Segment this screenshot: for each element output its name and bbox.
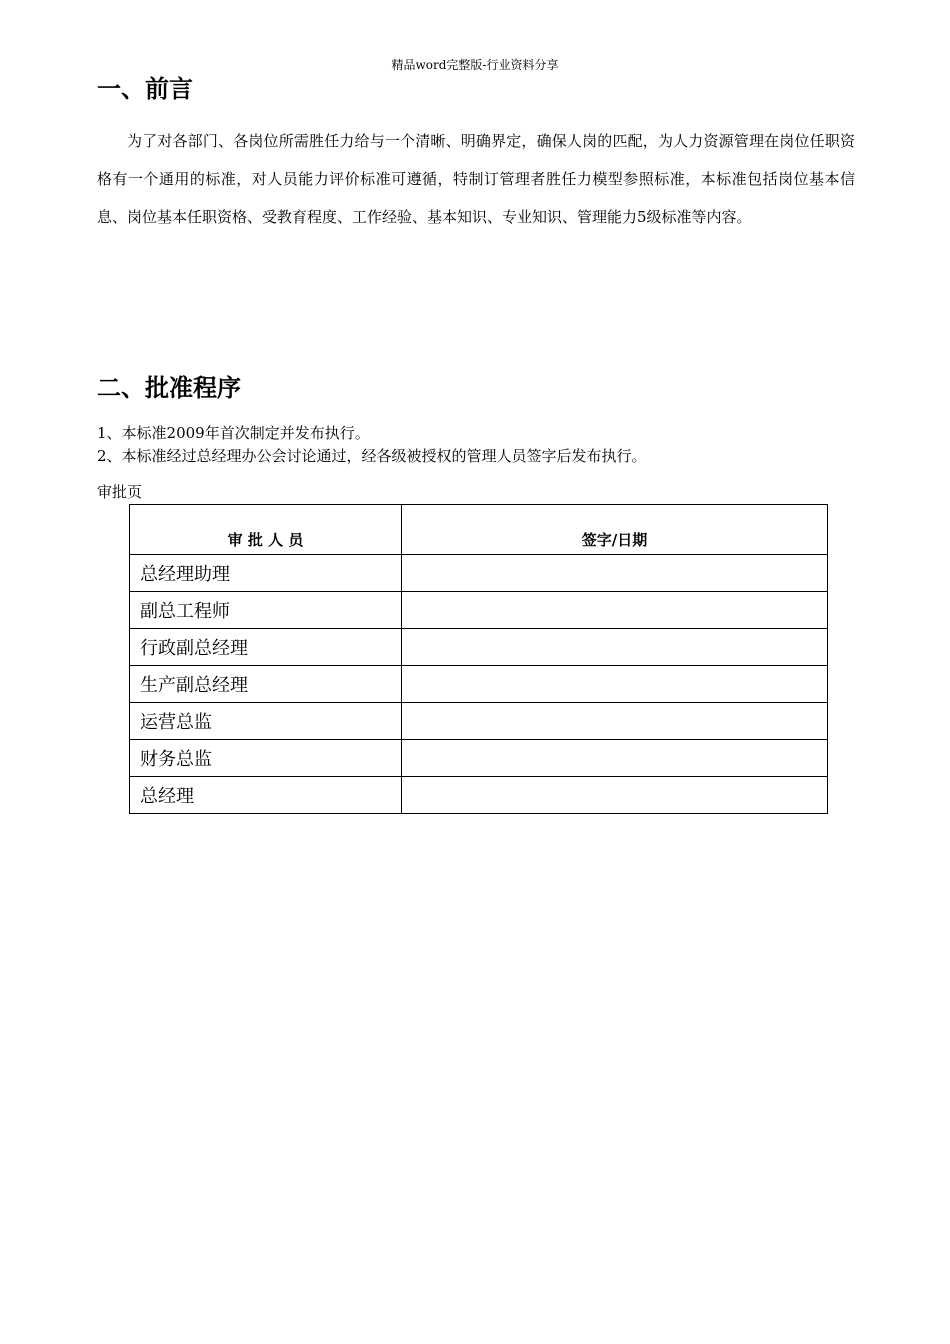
approver-role: 行政副总经理 xyxy=(130,629,402,666)
approver-role: 生产副总经理 xyxy=(130,666,402,703)
signature-cell[interactable] xyxy=(402,629,828,666)
preface-paragraph: 为了对各部门、各岗位所需胜任力给与一个清晰、明确界定，确保人岗的匹配，为人力资源管理在岗位任职资格有一个通用的标准，对人员能力评价标准可遵循，特制订管理者胜任力模型参照标准，本标准包括岗位基本信息、岗位基本任职资格、受教育程度、工作经验、基本知识、专业知识、管理能力5级标准等内容。 xyxy=(97,132,855,226)
table-row xyxy=(130,777,828,814)
procedure-item: 2、本标准经过总经理办公会讨论通过，经各级被授权的管理人员签字后发布执行。 xyxy=(97,447,647,465)
section-title-approval-procedure: 二、批准程序 xyxy=(97,374,241,402)
signature-cell[interactable] xyxy=(402,703,828,740)
table-row xyxy=(130,555,828,592)
approval-table xyxy=(129,504,828,814)
approver-role: 财务总监 xyxy=(130,740,402,777)
signature-cell[interactable] xyxy=(402,777,828,814)
header-signature-date: 签字/日期 xyxy=(402,505,828,555)
signature-cell[interactable] xyxy=(402,740,828,777)
table-row xyxy=(130,629,828,666)
approver-role: 总经理助理 xyxy=(130,555,402,592)
table-row xyxy=(130,703,828,740)
approver-role: 运营总监 xyxy=(130,703,402,740)
procedure-item: 1、本标准2009年首次制定并发布执行。 xyxy=(97,424,370,442)
signature-cell[interactable] xyxy=(402,555,828,592)
table-row xyxy=(130,592,828,629)
table-row xyxy=(130,740,828,777)
approval-table-header-row xyxy=(130,505,828,555)
signature-cell[interactable] xyxy=(402,592,828,629)
signature-cell[interactable] xyxy=(402,666,828,703)
approval-table-caption: 审批页 xyxy=(97,483,143,501)
approver-role: 总经理 xyxy=(130,777,402,814)
table-row xyxy=(130,666,828,703)
procedure-list xyxy=(97,422,857,468)
page-header: 精品word完整版-行业资料分享 xyxy=(391,58,559,72)
section-title-preface: 一、前言 xyxy=(97,75,193,103)
header-approver: 审 批 人 员 xyxy=(130,505,402,555)
approver-role: 副总工程师 xyxy=(130,592,402,629)
